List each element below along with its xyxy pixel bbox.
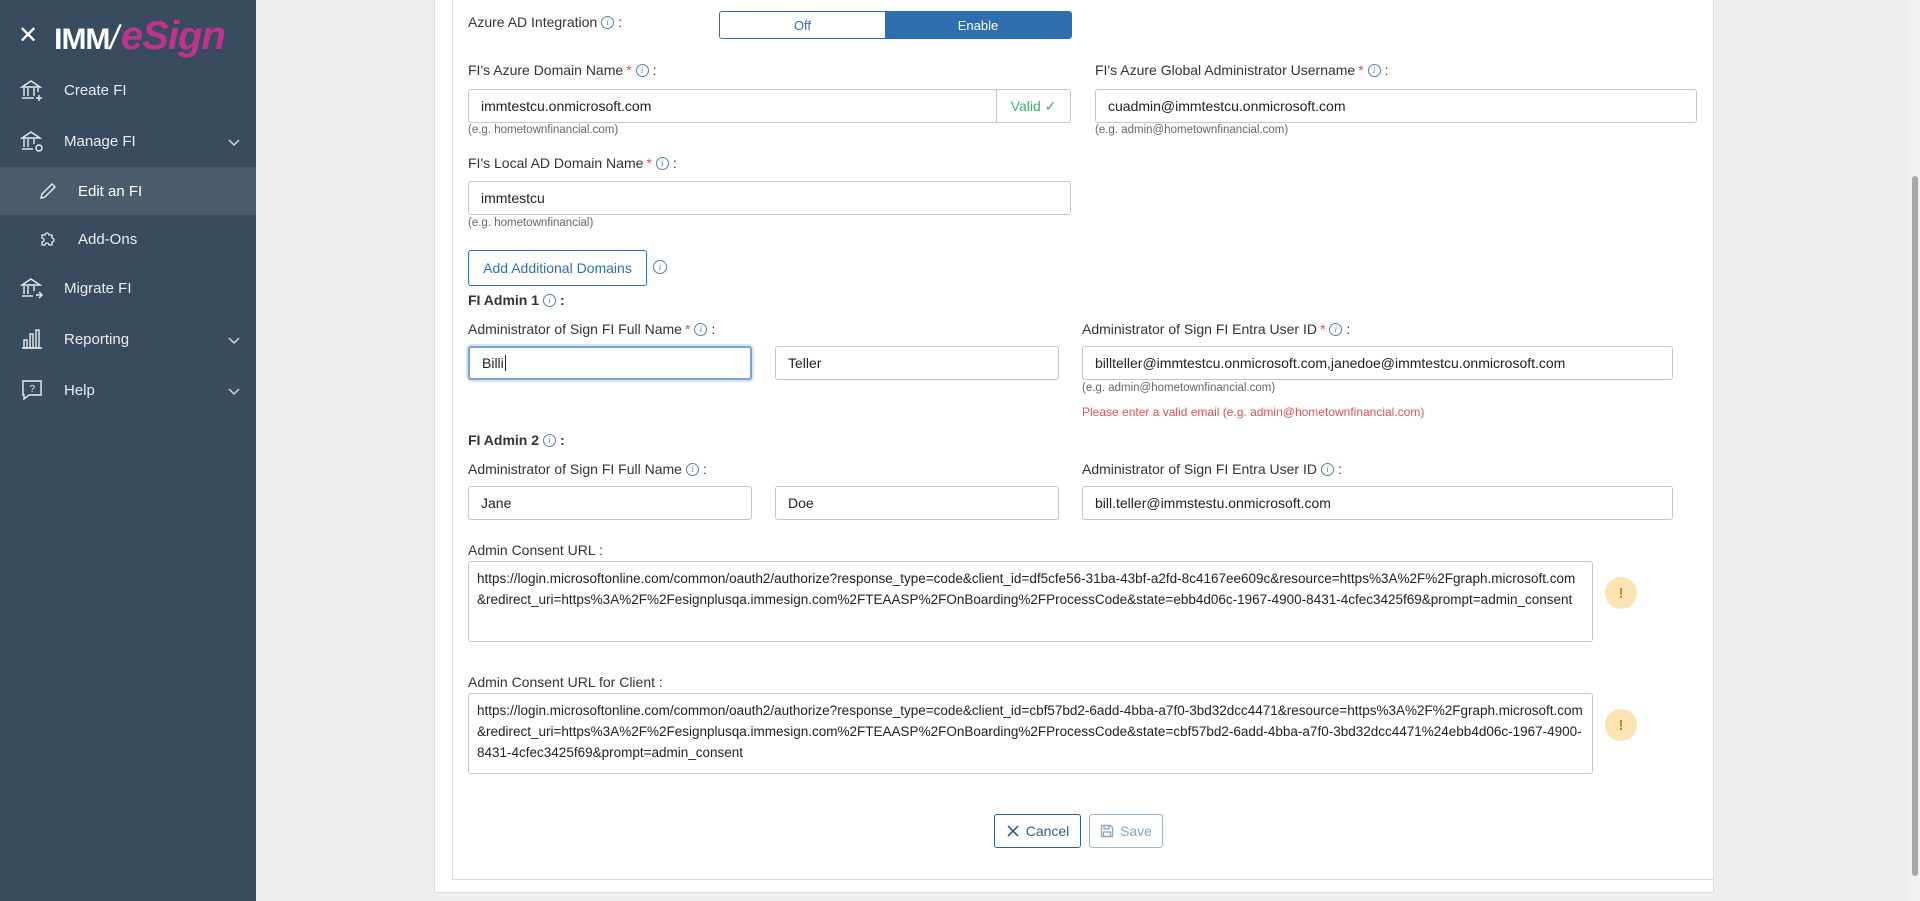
label-text: FI's Azure Global Administrator Username [1095, 62, 1356, 78]
close-icon [1006, 824, 1020, 838]
colon: : [711, 321, 716, 337]
azure-integration-label [468, 14, 622, 30]
azure-admin-username-label [1095, 62, 1389, 78]
chevron-down-icon [228, 332, 240, 349]
sidebar [0, 0, 256, 901]
required-mark: * [1319, 321, 1326, 337]
admin1-entra-error: Please enter a valid email (e.g. admin@hometownfinancial.com) [1082, 405, 1425, 419]
admin1-last-name-input[interactable] [775, 346, 1059, 380]
sidebar-item-create-fi[interactable] [0, 65, 256, 115]
scrollbar[interactable] [1910, 0, 1920, 901]
sidebar-item-help[interactable] [0, 365, 256, 415]
info-icon[interactable]: i [1321, 463, 1334, 476]
input-value: Teller [788, 355, 822, 371]
sidebar-item-label: Edit an FI [78, 182, 143, 200]
label-text: Administrator of Sign FI Full Name [468, 321, 682, 337]
toggle-off[interactable]: Off [720, 12, 885, 38]
azure-domain-label [468, 62, 657, 78]
info-icon[interactable]: i [1368, 64, 1381, 77]
sidebar-item-label: Help [64, 381, 95, 399]
input-value: Jane [481, 495, 512, 511]
required-mark: * [1358, 62, 1364, 78]
info-icon[interactable]: i [686, 463, 699, 476]
sidebar-item-edit-an-fi[interactable] [0, 167, 256, 215]
admin2-last-name-input[interactable] [775, 486, 1059, 520]
info-icon[interactable]: i [636, 64, 649, 77]
input-value: cuadmin@immtestcu.onmicrosoft.com [1108, 98, 1346, 114]
local-ad-domain-hint: (e.g. hometownfinancial) [468, 217, 594, 229]
bar-chart-icon [18, 327, 46, 351]
logo-esign: eSign [120, 13, 225, 58]
bank-arrow-icon [18, 276, 46, 300]
close-icon[interactable]: ✕ [18, 22, 39, 49]
logo-slash: / [107, 18, 124, 57]
svg-text:?: ? [29, 384, 36, 395]
label-text: FI's Azure Domain Name [468, 62, 624, 78]
info-icon[interactable]: i [694, 323, 707, 336]
azure-domain-input[interactable] [468, 89, 997, 123]
brand [18, 10, 225, 62]
admin1-entra-label [1082, 321, 1350, 337]
button-label: Save [1120, 823, 1152, 839]
admin1-name-label [468, 321, 715, 337]
colon: : [1346, 321, 1351, 337]
input-value: bill.teller@immstestu.onmicrosoft.com [1095, 495, 1331, 511]
bank-plus-icon [18, 78, 46, 102]
admin2-entra-input[interactable] [1082, 486, 1673, 520]
save-button[interactable] [1089, 814, 1163, 848]
text-caret [505, 355, 506, 371]
info-icon[interactable]: i [601, 16, 614, 29]
colon: : [702, 461, 707, 477]
info-icon[interactable]: i [653, 260, 667, 274]
colon: : [560, 292, 565, 308]
admin-consent-url-label: Admin Consent URL : [468, 542, 603, 558]
azure-admin-username-hint: (e.g. admin@hometownfinancial.com) [1095, 124, 1289, 136]
admin-consent-client-url-label: Admin Consent URL for Client : [468, 674, 663, 690]
admin-consent-client-url-textarea[interactable]: https://login.microsoftonline.com/common/oauth2/authorize?response_type=code&client_id=cbf57bd2-6add-4bba-a7f0-3bd32dcc4471&resource=https%3A%2F%2Fgraph.microsoft.com&redirect_uri=https%3A%2F%2Fesignplusqa.immesign.com%2FTEAASP%2FOnBoarding%2FProcessCode&state=cbf57bd2-6add-4bba-a7f0-3bd32dcc4471%24ebb4d06c-1967-4900-8431-4cfec3425f69&prompt=admin_consent [468, 693, 1593, 774]
sidebar-item-label: Manage FI [64, 132, 136, 150]
puzzle-icon [36, 227, 60, 251]
cancel-button[interactable] [994, 814, 1081, 848]
label-text: Administrator of Sign FI Entra User ID [1082, 321, 1317, 337]
info-icon[interactable]: i [543, 294, 556, 307]
admin2-first-name-input[interactable] [468, 486, 752, 520]
sidebar-item-label: Migrate FI [64, 279, 132, 297]
label-text: FI's Local AD Domain Name [468, 155, 644, 171]
azure-admin-username-input[interactable] [1095, 89, 1697, 123]
add-additional-domains-button[interactable]: Add Additional Domains [468, 250, 647, 286]
save-icon [1100, 824, 1114, 838]
admin1-entra-hint: (e.g. admin@hometownfinancial.com) [1082, 382, 1276, 394]
sidebar-item-label: Reporting [64, 330, 130, 348]
sidebar-item-label: Create FI [64, 81, 127, 99]
sidebar-item-reporting[interactable] [0, 314, 256, 364]
valid-badge: Valid ✓ [996, 89, 1071, 123]
section-title: FI Admin 2 [468, 432, 540, 448]
info-icon[interactable]: i [1329, 323, 1342, 336]
colon: : [560, 432, 565, 448]
azure-domain-hint: (e.g. hometownfinancial.com) [468, 124, 619, 136]
toggle-enable[interactable]: Enable [885, 12, 1071, 38]
required-mark: * [684, 321, 691, 337]
admin2-entra-label [1082, 461, 1342, 477]
admin1-first-name-input[interactable] [468, 346, 752, 380]
section-title: FI Admin 1 [468, 292, 540, 308]
bank-gear-icon [18, 129, 46, 153]
warning-icon[interactable]: ! [1605, 709, 1637, 741]
chevron-down-icon [228, 134, 240, 151]
sidebar-item-manage-fi[interactable] [0, 116, 256, 166]
admin-consent-url-textarea[interactable]: https://login.microsoftonline.com/common/oauth2/authorize?response_type=code&client_id=df5cfe56-31ba-43bf-a2fd-8c4167ee609c&resource=https%3A%2F%2Fgraph.microsoft.com&redirect_uri=https%3A%2F%2Fesignplusqa.immesign.com%2FTEAASP%2FOnBoarding%2FProcessCode&state=ebb4d06c-1967-4900-8431-4cfec3425f69&prompt=admin_consent [468, 561, 1593, 642]
label-text: Administrator of Sign FI Entra User ID [1082, 461, 1317, 477]
required-mark: * [626, 62, 632, 78]
warning-icon[interactable]: ! [1605, 577, 1637, 609]
local-ad-domain-label [468, 155, 677, 171]
admin1-entra-input[interactable] [1082, 346, 1673, 380]
input-value: Billi [482, 355, 504, 371]
info-icon[interactable]: i [543, 434, 556, 447]
colon: : [618, 14, 623, 30]
label-text: Administrator of Sign FI Full Name [468, 461, 682, 477]
input-value: billteller@immtestcu.onmicrosoft.com,janedoe@immtestcu.onmicrosoft.com [1095, 355, 1566, 371]
fi-admin-2-title [468, 432, 565, 448]
sidebar-item-label: Add-Ons [78, 230, 138, 248]
local-ad-domain-input[interactable] [468, 181, 1071, 215]
input-value: immtestcu.onmicrosoft.com [481, 98, 652, 114]
input-value: Doe [788, 495, 814, 511]
colon: : [1384, 62, 1389, 78]
azure-integration-toggle[interactable] [719, 11, 1072, 39]
colon: : [1337, 461, 1342, 477]
logo [54, 14, 225, 59]
scrollbar-thumb[interactable] [1912, 176, 1918, 876]
info-icon[interactable]: i [656, 157, 669, 170]
admin2-name-label [468, 461, 707, 477]
label-text: Azure AD Integration [468, 14, 598, 30]
fi-admin-1-title [468, 292, 565, 308]
colon: : [652, 62, 657, 78]
pencil-icon [36, 179, 60, 203]
sidebar-item-add-ons[interactable] [0, 215, 256, 263]
help-chat-icon [18, 378, 46, 402]
chevron-down-icon [228, 383, 240, 400]
logo-imm: IMM [54, 22, 110, 56]
sidebar-item-migrate-fi[interactable] [0, 263, 256, 313]
colon: : [672, 155, 677, 171]
required-mark: * [646, 155, 652, 171]
button-label: Cancel [1025, 823, 1070, 839]
input-value: immtestcu [481, 190, 545, 206]
